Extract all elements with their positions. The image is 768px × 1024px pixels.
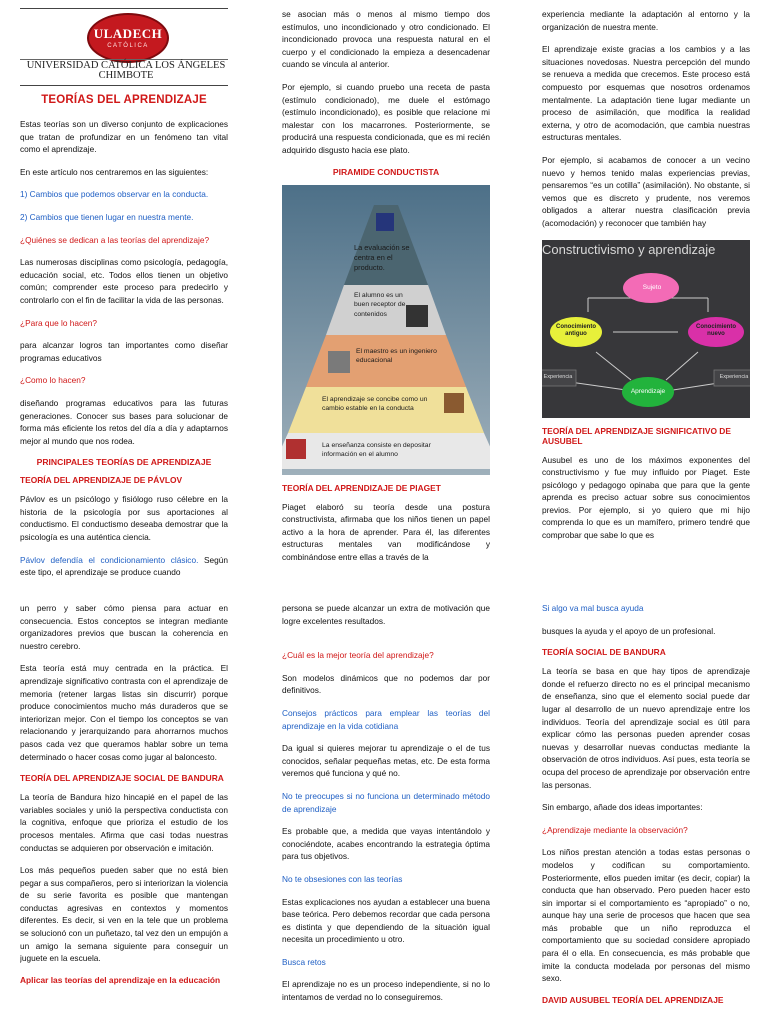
- tip-heading: Consejos prácticos para emplear las teorías del aprendizaje en la vida cotidiana: [282, 707, 490, 731]
- paragraph: se asocian más o menos al mismo tiempo dos estímulos, uno incondicionado y otro condicionado. El incondicionado provoca una respuesta natural en el cuerpo y el condicionado la empieza a desencadenar cuando se vincula al anterior.: [282, 9, 490, 70]
- pyramid-graphic: [282, 185, 490, 475]
- figure-title: PIRAMIDE CONDUCTISTA: [332, 166, 440, 177]
- paragraph: Esta teoría está muy centrada en la práctica. El aprendizaje significativo contrasta con el aprendizaje de memoria (retener largas listas sin discurrir) porque produce conocimientos mucho más duraderos que se interiorizan mejor. Con el tiempo los conceptos se van relacionando y jerarquizando para ahorrarnos muchos pasos cada vez que queramos hablar sobre un tema determinado o hacer cosas como jugar al baloncesto.: [20, 663, 228, 762]
- paragraph: Por ejemplo, si cuando pruebo una receta de pasta (estímulo condicionado), me duele el estómago (estímulo incondicionado), es posible que relacione mi malestar con los macarrones. Posteriormente, se producirá una respuesta condicionada, que es mi recién adquirido disgusto hacia ese plato.: [282, 81, 490, 155]
- paragraph: El aprendizaje existe gracias a los cambios y a las situaciones novedosas. Nuestra percepción del mundo se renueva a medida que crecemos. Este proceso está compuesto por esquemas que nosotros ordenamos mentalmente. La adaptación tiene lugar mediante un proceso de asimilación, que modifica la realidad externa, y otro de acomodación, que cambia nuestras estructuras mentales.: [542, 44, 750, 143]
- paragraph-text: Según este tipo, el aprendizaje se produce cuando: [20, 554, 228, 578]
- pyramid-level-5: La enseñanza consiste en depositar información en el alumno: [322, 441, 431, 459]
- list-item: 1) Cambios que podemos observar en la conducta.: [20, 189, 209, 200]
- column-6: [542, 602, 750, 1024]
- question-heading: ¿Como lo hacen?: [20, 375, 86, 386]
- pyramid-level-2: El alumno es un buen receptor de contenidos: [354, 291, 406, 318]
- paragraph: experiencia mediante la adaptación al entorno y la organización de nuestra mente.: [542, 9, 750, 32]
- behaviorist-pyramid: [282, 185, 490, 475]
- paragraph: [20, 554, 228, 579]
- paragraph: Los más pequeños pueden saber que no está bien pegar a sus compañeros, pero si interiorizan la violencia de su serie favorita es posible que mantengan conductas agresivas en contextos y momentos diferentes. Es decir, si ven en la tele que un problema se solucionó con un puñetazo, tal vez den un empujón a un amigo la semana siguiente para conseguir un juguete en la escuela.: [20, 865, 228, 964]
- question-heading: ¿Quiénes se dedican a las teorías del aprendizaje?: [20, 234, 210, 245]
- university-logo: [20, 8, 228, 86]
- question-heading: ¿Para que lo hacen?: [20, 317, 98, 328]
- paragraph: La teoría se basa en que hay tipos de aprendizaje donde el refuerzo directo no es el principal mecanismo de enseñanza, sino que el elemento social puede dar lugar al desarrollo de un nuevo aprendizaje entre los individuos. Teoría del aprendizaje social es útil para explicar cómo las personas pueden aprender cosas nuevas y desarrollar nuevas conductas mediante la observación de otros individuos. Así pues, esta teoría se ocupa del proceso de aprendizaje por observación entre las personas.: [542, 666, 750, 790]
- node-experiencia-left: Experiencia: [543, 373, 573, 380]
- logo-line-2: CHIMBOTE: [98, 70, 154, 81]
- logo-university-name: [20, 61, 228, 81]
- paragraph: En este artículo nos centraremos en las siguientes:: [20, 166, 209, 177]
- tip-heading: Busca retos: [282, 956, 326, 967]
- paragraph: Por ejemplo, si acabamos de conocer a un vecino nuevo y hemos tenido malas experiencias previas, pensaremos “es un cotilla” (asimilación). No obstante, si vemos que es discreto y prudente, nos veremos obligados a alterar nuestra clasificación previa (acomodación) y reconocer que también hay: [542, 154, 750, 228]
- column-1: [20, 8, 228, 598]
- paragraph: Las numerosas disciplinas como psicología, pedagogía, educación social, etc. Todos ellos tienen un objetivo común; comprender este proceso para predecirlo y controlarlo con el fin de facilitar la vida de las personas.: [20, 257, 228, 305]
- paragraph: Da igual si quieres mejorar tu aprendizaje o el de tus conocidos, señalar pequeñas metas, etc. De esta forma veremos qué funciona y qué no.: [282, 743, 490, 779]
- section-heading: Aplicar las teorías del aprendizaje en la educación: [20, 974, 221, 985]
- page-title: TEORÍAS DEL APRENDIZAJE: [41, 94, 207, 106]
- question-heading: ¿Cuál es la mejor teoría del aprendizaje?: [282, 650, 434, 661]
- column-3: [542, 8, 750, 598]
- question-heading: ¿Aprendizaje mediante la observación?: [542, 824, 688, 835]
- tip-heading: No te preocupes si no funciona un determinado método de aprendizaje: [282, 790, 490, 814]
- pyramid-level-4: El aprendizaje se concibe como un cambio estable en la conducta: [322, 395, 428, 413]
- logo-abbr: ULADECH: [93, 26, 163, 41]
- column-4: [20, 602, 228, 1024]
- highlight-text: Pávlov defendía el condicionamiento clásico.: [20, 554, 199, 565]
- paragraph: para alcanzar logros tan importantes como diseñar programas educativos: [20, 340, 228, 363]
- column-2: [282, 8, 490, 598]
- logo-line-1: UNIVERSIDAD CATÓLICA LOS ÁNGELES: [26, 60, 226, 71]
- node-conocimiento-antiguo: Conocimiento antiguo: [556, 323, 596, 337]
- paragraph: Estas teorías son un diverso conjunto de explicaciones que tratan de profundizar en un fenómeno tan vital como el aprendizaje.: [20, 119, 228, 155]
- paragraph: Pávlov es un psicólogo y fisiólogo ruso célebre en la historia de la psicología por sus aportaciones al conductismo. El conductismo deseaba demostrar que la psicología es una auténtica ciencia.: [20, 494, 228, 543]
- paragraph: busques la ayuda y el apoyo de un profesional.: [542, 625, 716, 636]
- paragraph: El aprendizaje no es un proceso independiente, si no lo intentamos de verdad no lo conseguiremos.: [282, 979, 490, 1003]
- paragraph: Estas explicaciones nos ayudan a establecer una buena base teórica. Pero debemos recordar que cada persona es distinta y que dependiendo de la situación igual necesita un procedimiento u otro.: [282, 896, 490, 945]
- paragraph: Piaget elaboró su teoría desde una postura constructivista, afirmaba que los niños tienen un papel activo a la hora de aprender. Para él, las diferentes estructuras mentales van modificándose y combinándose entre ellas a través de la: [282, 501, 490, 562]
- section-heading: TEORÍA DEL APRENDIZAJE DE PIAGET: [282, 482, 441, 493]
- concept-map-title: Constructivismo y aprendizaje: [542, 241, 716, 257]
- constructivism-map: [542, 240, 750, 418]
- node-aprendizaje: Aprendizaje: [630, 387, 666, 395]
- paragraph: Son modelos dinámicos que no podemos dar por definitivos.: [282, 672, 490, 696]
- section-heading: TEORÍA SOCIAL DE BANDURA: [542, 647, 666, 658]
- section-heading: DAVID AUSUBEL TEORÍA DEL APRENDIZAJE: [542, 994, 724, 1005]
- paragraph: un perro y saber cómo piensa para actuar en consecuencia. Estos conceptos se integran mediante organizadores previos que buscan la coherencia en nuestro cerebro.: [20, 603, 228, 651]
- pyramid-level-1: La evaluación se centra en el producto.: [354, 242, 410, 272]
- paragraph: La teoría de Bandura hizo hincapié en el papel de las variables sociales y unió la perspectiva conductista con la cognitiva, enfoque que prioriza el estudio de los procesos mentales. Afirma que casi todas nuestras conductas se adquieren por observación e imitación.: [20, 792, 228, 853]
- section-heading: TEORÍA DEL APRENDIZAJE SIGNIFICATIVO DE AUSUBEL: [542, 425, 731, 446]
- paragraph: Ausubel es uno de los máximos exponentes del constructivismo y fue muy influido por Piaget. Este psicólogo y pedagogo opinaba que para que la gente aprenda es preciso actuar sobre sus conocimientos previos. Por ejemplo, si yo quiero que mi hijo comprenda lo que es un mamífero, primero tendré que comprobar que sabe lo que es: [542, 454, 750, 541]
- tip-heading: Si algo va mal busca ayuda: [542, 603, 644, 613]
- tip-heading: No te obsesiones con las teorías: [282, 873, 403, 884]
- paragraph: diseñando programas educativos para las futuras generaciones. Conocer sus bases para solucionar de forma más eficiente los retos del día a día y adaptarnos mejor al mundo que nos rodea.: [20, 397, 228, 446]
- paragraph: Sin embargo, añade dos ideas importantes:: [542, 802, 703, 813]
- section-heading: PRINCIPALES TEORÍAS DE APRENDIZAJE: [36, 457, 212, 468]
- list-item: 2) Cambios que tienen lugar en nuestra mente.: [20, 211, 194, 222]
- section-heading: TEORÍA DEL APRENDIZAJE SOCIAL DE BANDURA: [20, 773, 224, 784]
- paragraph: persona se puede alcanzar un extra de motivación que logre excelentes resultados.: [282, 603, 490, 626]
- node-conocimiento-nuevo: Conocimiento nuevo: [696, 323, 736, 337]
- node-experiencia-right: Experiencia: [719, 373, 749, 380]
- pyramid-level-3: El maestro es un ingeniero educacional: [356, 347, 437, 365]
- paragraph: Los niños prestan atención a todas estas personas o modelos y codifican su comportamiento. Posteriormente, ellos pueden imitar (es decir, copiar) la conducta que han observado. Pero pueden hacer esto sin importar si el comportamiento es “apropiado” o no, aunque hay una serie de procesos que hacen que sea más probable que un niño reproduzca el comportamiento que su sociedad considere apropiado para él o ella. En consecuencia, es más probable que imite la conducta modelada por personas del mismo sexo.: [542, 847, 750, 984]
- section-heading: TEORÍA DEL APRENDIZAJE DE PÁVLOV: [20, 475, 183, 486]
- logo-sub: CATÓLICA: [107, 43, 149, 49]
- paragraph: Es probable que, a medida que vayas intentándolo y conociéndote, acabes encontrando la estrategia óptima para tus objetivos.: [282, 826, 490, 862]
- uladech-seal: [87, 13, 169, 63]
- node-sujeto: Sujeto: [642, 283, 662, 291]
- column-5: [282, 602, 490, 1024]
